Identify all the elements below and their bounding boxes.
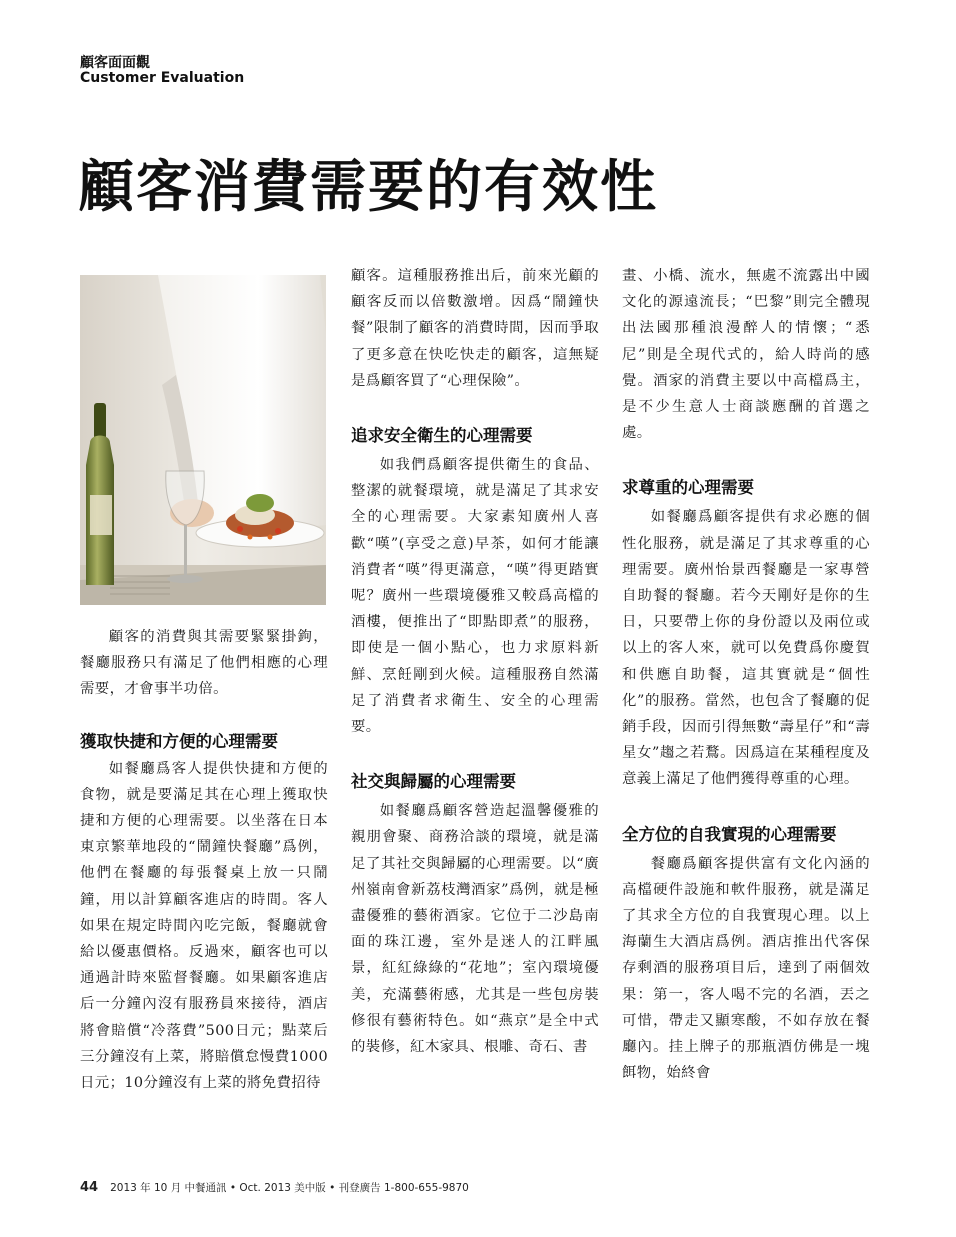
section-label-english: Customer Evaluation [80, 70, 245, 86]
heading-self-actualization: 全方位的自我實現的心理需要 [622, 824, 837, 844]
footer-text: 2013 年 10 月 中餐通訊 • Oct. 2013 美中版 • 刊登廣告 1-800-655-9870 [110, 1182, 469, 1194]
page-number: 44 [80, 1180, 99, 1195]
heading-respect: 求尊重的心理需要 [622, 478, 754, 498]
heading-social-belonging: 社交與歸屬的心理需要 [351, 772, 516, 792]
section-label-chinese: 顧客面面觀 [80, 55, 150, 71]
intro-paragraph: 顧客的消費與其需要緊緊掛鉤，餐廳服務只有滿足了他們相應的心理需要，才會事半功倍。 [80, 629, 328, 698]
article-title: 顧客消費需要的有效性 [78, 154, 658, 220]
paragraph-respect: 如餐廳爲顧客提供有求必應的個性化服務，就是滿足了其求尊重的心理需要。廣州怡景西餐廳是一家專營自助餐的餐廳。若今天剛好是你的生日，只要帶上你的身份證以及兩位或以上的客人來，就可以免費爲你慶賀和供應自助餐，這其實就是“個性化”的服務。當然，也包含了餐廳的促銷手段，因而引得無數“壽星仔”和“壽星女”趨之若鶩。因爲這在某種程度及意義上滿足了他們獲得尊重的心理。 [622, 509, 870, 788]
column-3 [622, 263, 870, 1086]
page-footer [80, 1180, 469, 1195]
paragraph-self-actualization: 餐廳爲顧客提供富有文化內涵的高檔硬件設施和軟件服務，就是滿足了其求全方位的自我實現心理。以上海蘭生大酒店爲例。酒店推出代客保存剩酒的服務項目后，達到了兩個效果：第一，客人喝不完的名酒，丟之可惜，帶走又顯寒酸，不如存放在餐廳內。挂上牌子的那瓶酒仿佛是一塊餌物，始終會 [622, 855, 870, 1082]
heading-convenience: 獲取快捷和方便的心理需要 [80, 731, 278, 751]
paragraph-convenience: 如餐廳爲客人提供快捷和方便的食物，就是要滿足其在心理上獲取快捷和方便的心理需要。以坐落在日本東京繁華地段的“鬧鐘快餐廳”爲例，他們在餐廳的每張餐桌上放一只鬧鐘，用以計算顧客進店的時間。客人如果在規定時間內吃完飯，餐廳就會給以優惠價格。反過來，顧客也可以通過計時來監督餐廳。如果顧客進店后一分鐘內沒有服務員來接待，酒店將會賠償“冷落費”500日元；點菜后三分鐘沒有上菜，將賠償怠慢費1000日元；10分鐘沒有上菜的將免費招待 [80, 760, 328, 1092]
paragraph-safety-hygiene: 如我們爲顧客提供衛生的食品、整潔的就餐環境，就是滿足了其求安全的心理需要。大家素知廣州人喜歡“嘆”(享受之意)早茶，如何才能讓消費者“嘆”得更滿意，“嘆”得更踏實呢？廣州一些環境優雅又較爲高檔的酒樓，便推出了“即點即煮”的服務，即使是一個小點心，也力求原料新鮮、烹飪剛到火候。這種服務自然滿足了消費者求衛生、安全的心理需要。 [351, 457, 599, 736]
paragraph-continued: 畫、小橋、流水，無處不流露出中國文化的源遠流長；“巴黎”則完全體現出法國那種浪漫醉人的情懷；“悉尼”則是全現代式的，給人時尚的感覺。酒家的消費主要以中高檔爲主，是不少生意人士商談應酬的首選之處。 [622, 268, 870, 442]
paragraph-continued: 顧客。這種服務推出后，前來光顧的顧客反而以倍數激增。因爲“鬧鐘快餐”限制了顧客的消費時間，因而爭取了更多意在快吃快走的顧客，這無疑是爲顧客買了“心理保險”。 [351, 268, 599, 389]
column-2 [351, 263, 599, 1060]
paragraph-social-belonging: 如餐廳爲顧客營造起溫馨優雅的親朋會聚、商務洽談的環境，就是滿足了其社交與歸屬的心理需要。以“廣州嶺南會新荔枝灣酒家”爲例，就是極盡優雅的藝術酒家。它位于二沙島南面的珠江邊，室外是迷人的江畔風景，紅紅綠綠的“花地”；室內環境優美，充滿藝術感，尤其是一些包房裝修很有藝術特色。如“燕京”是全中式的裝修，紅木家具、根雕、奇石、書 [351, 803, 599, 1056]
column-1 [80, 624, 328, 1096]
restaurant-photo [80, 275, 326, 605]
heading-safety-hygiene: 追求安全衛生的心理需要 [351, 426, 533, 446]
